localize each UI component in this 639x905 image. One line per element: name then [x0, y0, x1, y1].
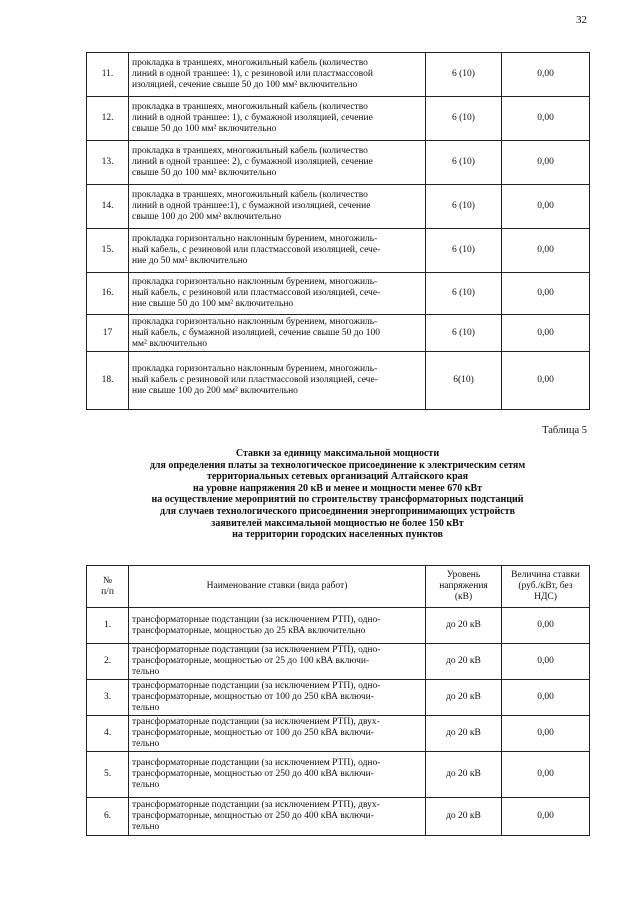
- header-name: Наименование ставки (вида работ): [129, 566, 426, 608]
- row-number: 6.: [87, 798, 129, 836]
- description-line: тельно: [132, 667, 160, 677]
- row-rate: 0,00: [502, 97, 590, 141]
- row-description: [129, 229, 426, 273]
- description-line: тельно: [132, 703, 160, 713]
- header-rate-line: НДС): [534, 592, 557, 602]
- description-line: трансформаторные, мощностью от 100 до 250 кВА включи-: [132, 728, 374, 738]
- description-line: прокладка в траншеях, многожильный кабель (количество: [132, 102, 368, 112]
- description-line: трансформаторные, мощностью от 250 до 400 кВА включи-: [132, 811, 374, 821]
- description-line: прокладка горизонтально наклонным бурением, многожиль-: [132, 316, 378, 327]
- row-number: 15.: [87, 229, 129, 273]
- row-description: [129, 352, 426, 410]
- table-row: [87, 273, 590, 315]
- row-description: [129, 716, 426, 752]
- description-line: трансформаторные, мощностью до 25 кВА включительно: [132, 625, 366, 636]
- row-rate: 0,00: [502, 716, 590, 752]
- row-number: 4.: [87, 716, 129, 752]
- row-description: [129, 315, 426, 352]
- row-description: [129, 608, 426, 644]
- row-voltage: 6 (10): [426, 185, 502, 229]
- title-line: на территории городских населенных пунктов: [232, 529, 443, 541]
- description-line: ние до 50 мм² включительно: [132, 256, 248, 266]
- description-line: прокладка горизонтально наклонным бурением, многожиль-: [132, 234, 378, 244]
- table-row: [87, 185, 590, 229]
- table-title: [86, 448, 589, 541]
- description-line: трансформаторные подстанции (за исключением РТП), одно-: [132, 758, 381, 768]
- description-line: ный кабель с резиновой или пластмассовой изоляцией, сече-: [132, 375, 378, 385]
- page-number: 32: [576, 14, 587, 26]
- description-line: свыше 100 до 200 мм² включительно: [132, 212, 282, 222]
- row-rate: 0,00: [502, 185, 590, 229]
- table-row: [87, 141, 590, 185]
- table-row: [87, 53, 590, 97]
- description-line: трансформаторные, мощностью от 100 до 250 кВА включи-: [132, 692, 374, 702]
- description-line: тельно: [132, 822, 160, 832]
- description-line: линий в одной траншее:1), с бумажной изоляцией, сечение: [132, 201, 371, 211]
- description-line: линий в одной траншее: 2), с бумажной изоляцией, сечение: [132, 157, 373, 167]
- description-line: изоляцией, сечение свыше 50 до 100 мм² включительно: [132, 80, 358, 90]
- row-number: 18.: [87, 352, 129, 410]
- row-number: 1.: [87, 608, 129, 644]
- row-voltage: 6 (10): [426, 53, 502, 97]
- description-line: прокладка горизонтально наклонным бурением, многожиль-: [132, 364, 378, 374]
- row-number: 17: [87, 315, 129, 352]
- row-rate: 0,00: [502, 273, 590, 315]
- bottom-rates-table: [86, 565, 590, 836]
- description-line: ный кабель, с резиновой или пластмассовой изоляцией, сече-: [132, 245, 381, 255]
- header-num-line: п/п: [101, 586, 114, 597]
- description-line: ние свыше 100 до 200 мм² включительно: [132, 386, 298, 396]
- top-rates-table: [86, 52, 590, 410]
- description-line: прокладка в траншеях, многожильный кабель (количество: [132, 58, 368, 68]
- header-rate-line: (руб./кВт, без: [518, 581, 573, 591]
- row-voltage: до 20 кВ: [426, 798, 502, 836]
- row-number: 3.: [87, 680, 129, 716]
- row-number: 12.: [87, 97, 129, 141]
- description-line: линий в одной траншее: 1), с резиновой или пластмассовой: [132, 69, 373, 79]
- header-voltage-line: напряжения: [439, 581, 488, 591]
- table-row: [87, 608, 590, 644]
- row-rate: 0,00: [502, 229, 590, 273]
- row-description: [129, 185, 426, 229]
- row-description: [129, 752, 426, 798]
- description-line: трансформаторные подстанции (за исключением РТП), двух-: [132, 800, 380, 810]
- row-voltage: 6 (10): [426, 315, 502, 352]
- row-description: [129, 680, 426, 716]
- bottom-table-body: [87, 608, 590, 836]
- row-number: 5.: [87, 752, 129, 798]
- row-description: [129, 798, 426, 836]
- table-row: [87, 229, 590, 273]
- row-voltage: 6 (10): [426, 97, 502, 141]
- row-rate: 0,00: [502, 53, 590, 97]
- row-voltage: 6(10): [426, 352, 502, 410]
- row-rate: 0,00: [502, 352, 590, 410]
- description-line: трансформаторные подстанции (за исключением РТП), одно-: [132, 645, 381, 655]
- header-num-line: №: [102, 575, 113, 586]
- row-number: 11.: [87, 53, 129, 97]
- table-row: [87, 352, 590, 410]
- description-line: свыше 50 до 100 мм² включительно: [132, 124, 277, 134]
- row-rate: 0,00: [502, 752, 590, 798]
- row-voltage: 6 (10): [426, 273, 502, 315]
- table-row: [87, 97, 590, 141]
- top-table-body: [87, 53, 590, 410]
- title-line: для определения платы за технологическое присоединение к электрическим сетям: [149, 459, 526, 471]
- table-row: [87, 716, 590, 752]
- header-num: [87, 566, 129, 608]
- table-row: [87, 798, 590, 836]
- row-rate: 0,00: [502, 141, 590, 185]
- table-row: [87, 644, 590, 680]
- row-voltage: до 20 кВ: [426, 716, 502, 752]
- table-row: [87, 680, 590, 716]
- row-rate: 0,00: [502, 798, 590, 836]
- row-rate: 0,00: [502, 608, 590, 644]
- description-line: прокладка в траншеях, многожильный кабель (количество: [132, 190, 368, 200]
- description-line: трансформаторные подстанции (за исключением РТП), одно-: [132, 614, 381, 625]
- row-description: [129, 53, 426, 97]
- row-number: 16.: [87, 273, 129, 315]
- row-voltage: до 20 кВ: [426, 644, 502, 680]
- description-line: тельно: [132, 780, 160, 790]
- row-description: [129, 273, 426, 315]
- table-row: [87, 752, 590, 798]
- description-line: ние свыше 50 до 100 мм² включительно: [132, 299, 294, 309]
- description-line: трансформаторные подстанции (за исключением РТП), двух-: [132, 717, 380, 727]
- row-number: 2.: [87, 644, 129, 680]
- description-line: свыше 50 до 100 мм² включительно: [132, 168, 277, 178]
- description-line: мм² включительно: [132, 338, 207, 349]
- row-voltage: до 20 кВ: [426, 608, 502, 644]
- description-line: прокладка в траншеях, многожильный кабель (количество: [132, 146, 368, 156]
- description-line: трансформаторные, мощностью от 250 до 400 кВА включи-: [132, 769, 374, 779]
- row-description: [129, 141, 426, 185]
- header-voltage: [426, 566, 502, 608]
- row-number: 14.: [87, 185, 129, 229]
- row-rate: 0,00: [502, 680, 590, 716]
- title-line: на осуществление мероприятий по строительству трансформаторных подстанций: [151, 494, 524, 506]
- title-line: для случаев технологического присоединения энергопринимающих устройств: [160, 505, 515, 517]
- table-row: [87, 315, 590, 352]
- table-caption: Таблица 5: [542, 425, 587, 436]
- header-rate: [502, 566, 590, 608]
- row-number: 13.: [87, 141, 129, 185]
- row-voltage: 6 (10): [426, 141, 502, 185]
- description-line: ный кабель, с резиновой или пластмассовой изоляцией, сече-: [132, 288, 381, 298]
- row-description: [129, 644, 426, 680]
- description-line: ный кабель, с бумажной изоляцией, сечение свыше 50 до 100: [132, 327, 380, 338]
- header-row: [87, 566, 590, 608]
- row-voltage: 6 (10): [426, 229, 502, 273]
- description-line: тельно: [132, 739, 160, 749]
- description-line: прокладка горизонтально наклонным бурением, многожиль-: [132, 277, 378, 287]
- description-line: трансформаторные подстанции (за исключением РТП), одно-: [132, 681, 381, 691]
- header-voltage-line: Уровень: [446, 570, 481, 580]
- header-voltage-line: (кВ): [454, 592, 473, 602]
- description-line: трансформаторные, мощностью от 25 до 100 кВА включи-: [132, 656, 370, 666]
- row-description: [129, 97, 426, 141]
- title-line: территориальных сетевых организаций Алтайского края: [206, 471, 469, 483]
- row-rate: 0,00: [502, 315, 590, 352]
- row-voltage: до 20 кВ: [426, 680, 502, 716]
- header-rate-line: Величина ставки: [511, 570, 580, 580]
- row-rate: 0,00: [502, 644, 590, 680]
- description-line: линий в одной траншее: 1), с бумажной изоляцией, сечение: [132, 113, 373, 123]
- title-line: на уровне напряжения 20 кВ и менее и мощности менее 670 кВт: [192, 482, 483, 494]
- title-line: Ставки за единицу максимальной мощности: [235, 448, 440, 459]
- row-voltage: до 20 кВ: [426, 752, 502, 798]
- title-line: заявителей максимальной мощностью не более 150 кВт: [211, 517, 464, 529]
